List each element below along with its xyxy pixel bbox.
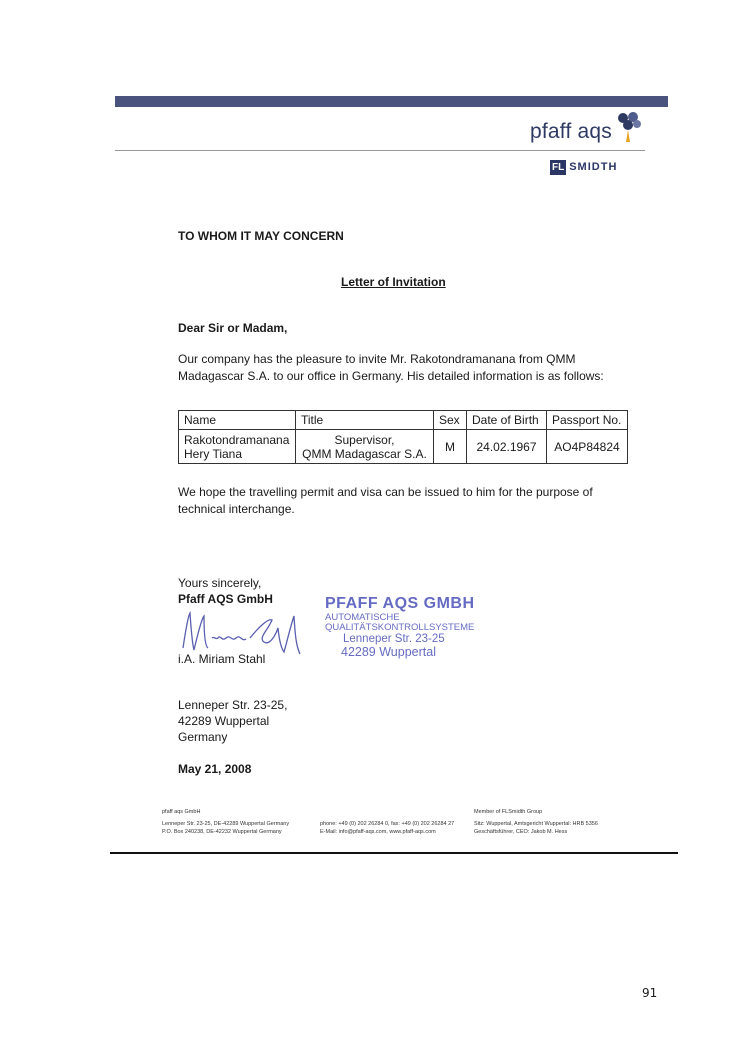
invitee-table xyxy=(178,410,628,464)
header-passport: Passport No. xyxy=(547,411,628,430)
name-line-1: Rakotondramanana xyxy=(184,432,290,447)
purpose-paragraph xyxy=(178,484,638,518)
sender-address xyxy=(178,697,287,745)
flower-logo-icon xyxy=(614,110,642,144)
footer-po-box: P.O. Box 240238, DE-42232 Wuppertal Germany xyxy=(162,829,282,835)
header-title: Title xyxy=(296,411,434,430)
cell-passport: AO4P84824 xyxy=(547,430,628,464)
flsmidth-logo-text: SMIDTH xyxy=(569,161,618,173)
header-name: Name xyxy=(179,411,296,430)
footer-col-2 xyxy=(320,820,454,836)
address-line-2: 42289 Wuppertal xyxy=(178,714,270,728)
closing-block xyxy=(178,575,273,607)
intro-paragraph xyxy=(178,351,638,385)
title-line-2: QMM Madagascar S.A. xyxy=(302,446,427,461)
table-row xyxy=(179,430,628,464)
letter-date: May 21, 2008 xyxy=(178,762,252,776)
cell-title xyxy=(296,430,434,464)
footer-address: Lenneper Str. 23-25, DE-42289 Wuppertal Germany xyxy=(162,821,290,827)
footer-group: Member of FLSmidth Group xyxy=(474,809,543,815)
footer-col-1 xyxy=(162,808,289,836)
flsmidth-logo xyxy=(550,159,617,175)
stamp-line-3: QUALITÄTSKONTROLLSYSTEME xyxy=(325,622,475,633)
footer-phone: phone: +49 (0) 202 26284 0, fax: +49 (0) 202 26284 27 xyxy=(320,821,455,827)
company-name: Pfaff AQS GmbH xyxy=(178,592,273,606)
salutation: Dear Sir or Madam, xyxy=(178,321,288,335)
footer-col-3 xyxy=(474,808,598,836)
table-header-row xyxy=(179,411,628,430)
intro-line-1: Our company has the pleasure to invite Mr. Rakotondramanana from QMM xyxy=(178,352,576,366)
bottom-rule xyxy=(110,852,678,854)
letter-title: Letter of Invitation xyxy=(341,275,446,289)
name-line-2: Hery Tiana xyxy=(184,446,243,461)
header-dob: Date of Birth xyxy=(467,411,547,430)
cell-dob: 24.02.1967 xyxy=(467,430,547,464)
stamp-line-2: AUTOMATISCHE xyxy=(325,612,400,623)
footer-company: pfaff aqs GmbH xyxy=(162,809,201,815)
footer-email: E-Mail: info@pfaff-aqs.com, www.pfaff-aqs.com xyxy=(320,829,436,835)
company-stamp xyxy=(325,595,475,659)
purpose-line-2: technical interchange. xyxy=(178,502,295,516)
cell-name xyxy=(179,430,296,464)
stamp-line-5: 42289 Wuppertal xyxy=(341,645,436,659)
header-rule xyxy=(115,150,645,151)
header-band xyxy=(115,96,668,107)
stamp-line-4: Lenneper Str. 23-25 xyxy=(343,633,445,645)
purpose-line-1: We hope the travelling permit and visa can be issued to him for the purpose of xyxy=(178,485,593,499)
signatory-name: i.A. Miriam Stahl xyxy=(178,652,266,666)
footer-ceo: Geschäftsführer, CEO: Jakob M. Hess xyxy=(474,829,568,835)
letter-heading: TO WHOM IT MAY CONCERN xyxy=(178,229,344,243)
page-number: 91 xyxy=(642,986,658,1000)
address-line-3: Germany xyxy=(178,730,228,744)
company-logo-text: pfaff aqs xyxy=(530,120,612,143)
closing-text: Yours sincerely, xyxy=(178,576,262,590)
intro-line-2: Madagascar S.A. to our office in Germany. His detailed information is as follows: xyxy=(178,369,604,383)
cell-sex: M xyxy=(434,430,467,464)
title-line-1: Supervisor, xyxy=(334,432,395,447)
flsmidth-logo-box: FL xyxy=(552,161,565,173)
header-sex: Sex xyxy=(434,411,467,430)
footer-registry: Sitz: Wuppertal, Amtsgericht Wuppertal: HRB 5356 xyxy=(474,821,598,827)
address-line-1: Lenneper Str. 23-25, xyxy=(178,698,288,712)
stamp-line-1: PFAFF AQS GMBH xyxy=(325,595,475,612)
